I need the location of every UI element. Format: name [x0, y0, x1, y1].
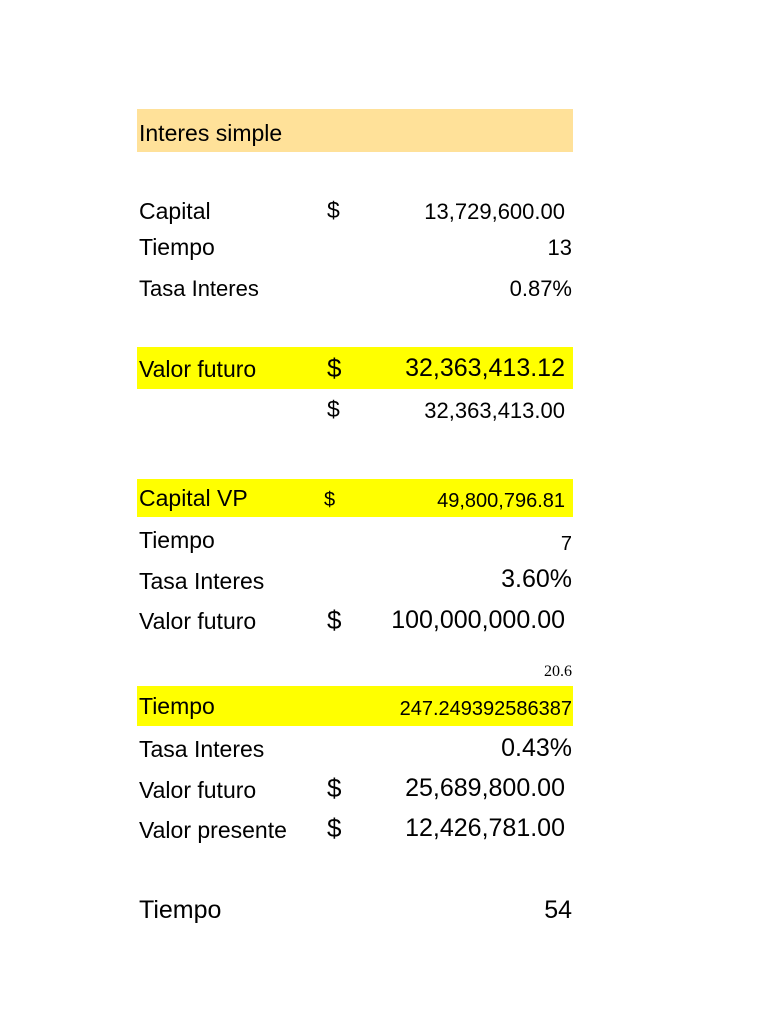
capital-vp-valor-futuro-value: 100,000,000.00 [391, 606, 565, 634]
tiempo-row[interactable] [137, 231, 573, 271]
capital-vp-tiempo-label: Tiempo [139, 527, 215, 553]
tiempo-label: Tiempo [139, 234, 215, 260]
footer-tiempo-value: 54 [544, 896, 572, 924]
tiempo-value: 13 [547, 235, 572, 260]
capital-vp-currency: $ [324, 489, 336, 511]
capital-vp-tasa-row[interactable] [137, 563, 573, 603]
tasa-interes-value: 0.87% [509, 276, 572, 301]
tiempo-calc-row[interactable] [137, 686, 573, 726]
tiempo-calc-valor-presente-currency: $ [327, 813, 342, 843]
tiempo-calc-valor-futuro-label: Valor futuro [139, 777, 257, 803]
capital-vp-tasa-label: Tasa Interes [139, 568, 265, 594]
capital-label: Capital [139, 198, 211, 224]
tiempo-calc-tasa-value: 0.43% [501, 734, 572, 762]
capital-vp-tiempo-value: 7 [560, 533, 572, 555]
tiempo-note-value: 20.6 [544, 663, 572, 680]
capital-vp-valor-futuro-currency: $ [327, 605, 342, 635]
capital-vp-valor-futuro-row[interactable] [137, 603, 573, 643]
capital-vp-row[interactable] [137, 479, 573, 517]
valor-futuro-value: 32,363,413.12 [405, 354, 565, 382]
capital-vp-tasa-value: 3.60% [501, 565, 572, 593]
capital-currency: $ [327, 197, 340, 223]
tiempo-calc-tasa-row[interactable] [137, 733, 573, 773]
valor-futuro-rounded-value: 32,363,413.00 [424, 398, 565, 423]
tiempo-calc-valor-presente-label: Valor presente [139, 817, 287, 843]
valor-futuro-rounded-currency: $ [327, 396, 340, 422]
tiempo-calc-tasa-label: Tasa Interes [139, 736, 265, 762]
tiempo-calc-value: 247.249392586387 [399, 698, 572, 720]
interes-simple-header-row[interactable] [137, 109, 573, 152]
tasa-interes-row[interactable] [137, 272, 573, 312]
tasa-interes-label: Tasa Interes [139, 276, 259, 301]
tiempo-calc-valor-presente-value: 12,426,781.00 [405, 814, 565, 842]
capital-vp-value: 49,800,796.81 [437, 490, 565, 512]
tiempo-calc-valor-futuro-row[interactable] [137, 773, 573, 813]
tiempo-calc-valor-futuro-currency: $ [327, 773, 342, 803]
valor-futuro-row[interactable] [137, 347, 573, 389]
capital-value: 13,729,600.00 [424, 199, 565, 224]
tiempo-note-row[interactable] [137, 659, 573, 685]
interes-simple-title: Interes simple [139, 120, 283, 146]
tiempo-calc-label: Tiempo [139, 693, 215, 719]
tiempo-calc-valor-presente-row[interactable] [137, 813, 573, 853]
footer-tiempo-row[interactable] [137, 892, 573, 934]
valor-futuro-currency: $ [327, 353, 342, 383]
footer-tiempo-label: Tiempo [139, 896, 222, 924]
tiempo-calc-valor-futuro-value: 25,689,800.00 [405, 774, 565, 802]
capital-vp-valor-futuro-label: Valor futuro [139, 608, 257, 634]
capital-vp-label: Capital VP [139, 485, 248, 511]
capital-row[interactable] [137, 194, 573, 234]
valor-futuro-rounded-row[interactable] [137, 393, 573, 433]
capital-vp-tiempo-row[interactable] [137, 525, 573, 565]
valor-futuro-label: Valor futuro [139, 356, 257, 382]
